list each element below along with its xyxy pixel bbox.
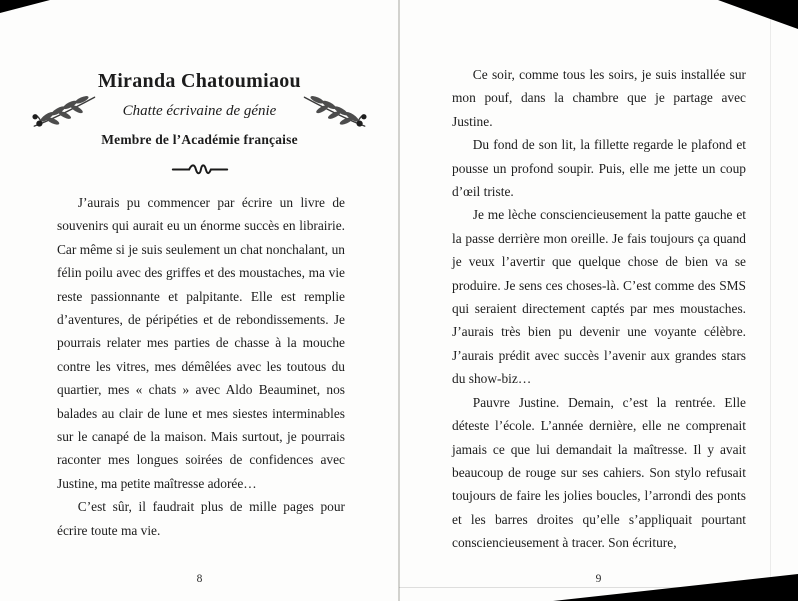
- paragraph: Ce soir, comme tous les soirs, je suis installée sur mon pouf, dans la chambre que je partage avec Justine.: [452, 67, 746, 129]
- right-page-text: [399, 0, 798, 555]
- right-page: [399, 0, 798, 601]
- backdrop-corner-top-left: [0, 0, 50, 13]
- page-number-left: 8: [196, 573, 203, 585]
- paragraph: Du fond de son lit, la fillette regarde le plafond et pousse un profond soupir. Puis, elle me jette un coup d’œil triste.: [452, 137, 746, 200]
- left-page-text: [57, 191, 345, 542]
- olive-branch-right-icon: [301, 86, 369, 134]
- paragraph: Je me lèche consciencieusement la patte gauche et la passe derrière mon oreille. Je fais toujours ça quand je veux l’avertir que quelque chose de bien va se produire. Je sens ces choses-là. C’est comme des SMS qui seraient directement captés par mes moustaches. J’aurais très bien pu devenir une voyante célèbre. J’aurais prédit avec succès l’avenir aux grandes stars du show-biz…: [452, 207, 746, 387]
- paragraph: C’est sûr, il faudrait plus de mille pages pour écrire toute ma vie.: [57, 499, 345, 538]
- olive-branch-left-icon: [30, 86, 98, 134]
- chapter-affiliation: Membre de l’Académie française: [101, 132, 298, 147]
- page-edge-line: [770, 0, 771, 601]
- chapter-title: Miranda Chatoumiaou: [98, 70, 301, 92]
- paragraph: J’aurais pu commencer par écrire un livre de souvenirs qui aurait eu un énorme succès en librairie. Car même si je suis seulement un chat nonchalant, un félin poilu avec des griffes et des moustaches, ma vie reste passionnante et palpitante. Elle est remplie d’aventures, de péripéties et de rebondissements. Je pourrais relater mes parties de chasse à la mouche contre les vitres, mes démêlées avec les toutous du quartier, mes « chats » avec Aldo Beauminet, nos balades au clair de lune et mes siestes interminables sur le canapé de la maison. Mais surtout, je pourrais raconter mes longues soirées de confidences avec Justine, ma petite maîtresse adorée…: [57, 195, 345, 491]
- backdrop-corner-top-right: [718, 0, 798, 29]
- chapter-subtitle: Chatte écrivaine de génie: [122, 103, 277, 119]
- page-number-right: 9: [595, 573, 602, 585]
- backdrop-corner-bottom-right: [553, 574, 798, 601]
- paragraph: Pauvre Justine. Demain, c’est la rentrée. Elle déteste l’école. L’année dernière, elle ne comprenait jamais ce que lui demandait la maîtresse. Il y avait beaucoup de rouge sur ses cahiers. Son stylo refusait toujours de faire les jolies boucles, l’arrondi des ponts et les barres droites qu’elle s’appliquait pourtant consciencieusement à tracer. Son écriture,: [452, 394, 746, 551]
- chapter-header: [0, 0, 399, 177]
- squiggle-divider-icon: [0, 162, 399, 177]
